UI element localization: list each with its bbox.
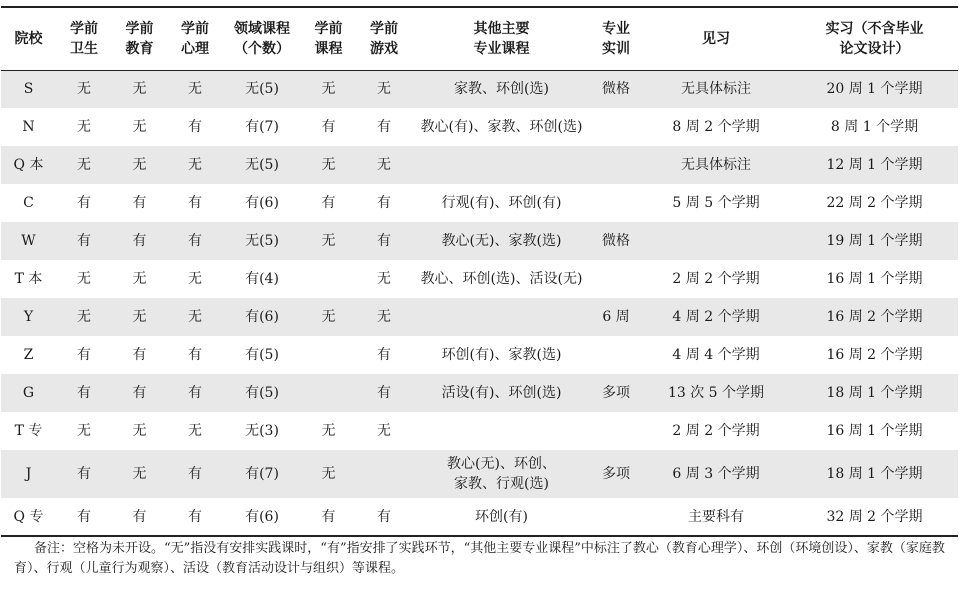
table-cell: 无 [377,271,391,287]
row-institution: Z [23,347,34,363]
table-cell: 有 [356,498,412,536]
table-cell: 无 [167,298,223,336]
table-cell: 16 周 2 个学期 [826,347,923,363]
table-cell: 微格 [591,222,641,260]
table-cell: 有 [56,374,112,412]
table-cell: 8 周 1 个学期 [830,119,919,135]
table-cell [412,336,591,374]
table-cell [591,498,641,536]
table-cell: 18 周 1 个学期 [791,450,958,498]
table-row [1,222,958,260]
table-cell: 6 周 3 个学期 [641,450,791,498]
table-cell: 无具体标注 [641,146,791,184]
column-header-line: 卫生 [70,40,98,57]
column-header-line: 实训 [602,40,630,57]
table-cell: 无 [301,450,356,498]
table-cell: 有 [132,347,147,363]
column-header [641,7,791,70]
table-cell [412,70,591,108]
table-cell [591,260,641,298]
table-cell: 18 周 1 个学期 [791,374,958,412]
table-cell: 有 [167,450,223,498]
table-cell: 无(5) [223,146,301,184]
table-cell: 有 [112,498,167,536]
table-cell: 无 [132,119,147,135]
column-header [412,7,591,70]
table-cell: 16 周 2 个学期 [791,298,958,336]
table-cell [591,146,641,184]
table-cell: 5 周 5 个学期 [672,195,760,211]
row-institution: Q 本 [1,146,56,184]
table-cell: 2 周 2 个学期 [672,423,760,439]
table-row [1,146,958,184]
table-cell: 无 [112,70,167,108]
column-header-line: 院校 [14,30,43,47]
table-cell: 无 [77,423,91,439]
column-header-line: 领域课程 [234,20,290,37]
table-cell: 无 [56,70,112,108]
table-cell: 无 [56,146,112,184]
table-cell: 无 [132,423,147,439]
row-institution: Y [1,298,56,336]
table-cell: 无 [112,298,167,336]
table-cell [412,450,591,498]
table-cell [412,222,591,260]
column-header-line: 课程 [314,40,343,57]
column-header [56,7,112,70]
table-row [1,70,958,108]
table-cell [412,108,591,146]
table-cell: 有 [188,195,202,211]
table-cell: 无(3) [245,423,279,439]
table-cell: 22 周 2 个学期 [826,195,923,211]
row-institution: S [1,70,56,108]
table-cell: 2 周 2 个学期 [672,271,760,287]
table-cell: 有(5) [223,374,301,412]
table-row [1,412,958,450]
column-header [1,7,56,70]
table-cell: 无 [167,70,223,108]
table-cell: 有(4) [245,271,279,287]
table-cell: 无 [321,423,336,439]
table-row [1,298,958,336]
column-header-line: 论文设计） [839,40,910,57]
column-header-line: 见习 [702,30,730,47]
table-cell: 有 [56,450,112,498]
table-cell: 有 [167,374,223,412]
table-cell: 有(7) [245,119,279,135]
column-header [791,7,958,70]
header-row [1,7,958,70]
table-cell: 无 [377,423,391,439]
table-cell: 4 周 2 个学期 [641,298,791,336]
table-cell: 无 [356,298,412,336]
cell-line: 家教、行观(选) [454,476,549,492]
column-header-line: 专业课程 [473,40,530,57]
table-cell: 无 [301,146,356,184]
table-cell: 无 [301,70,356,108]
table-cell [412,184,591,222]
table-cell [412,412,591,450]
table-row [1,260,958,298]
table-cell: 有 [77,347,91,363]
row-institution: Q 专 [1,498,56,536]
column-header [356,7,412,70]
table-row [1,374,958,412]
column-header-line: 心理 [181,40,209,57]
table-cell [412,260,591,298]
table-cell: 有 [167,222,223,260]
table-cell: 有 [188,347,202,363]
table-cell: 无具体标注 [641,70,791,108]
cell-line: 教心(无)、家教(选) [441,233,562,249]
table-footnote: 备注：空格为未开设。“无”指没有安排实践课时，“有”指安排了实践环节，“其他主要专业课程”中标注了教心（教育心理学）、环创（环境创设）、家教（家庭教育）、行观（儿童行为观察）、活设（教育活动设计与组织）等课程。 [14,541,945,576]
row-institution: T 本 [14,271,43,287]
table-cell: 无 [301,298,356,336]
table-cell: 有 [321,195,336,211]
table-cell [412,498,591,536]
table-cell: 无(5) [223,222,301,260]
table-cell: 有 [377,347,391,363]
table-cell: 16 周 1 个学期 [826,423,923,439]
table-cell [412,298,591,336]
row-institution: C [23,195,34,211]
row-institution: N [22,119,35,135]
column-header [167,7,223,70]
cell-line: 教心、环创(选)、活设(无) [420,271,583,287]
table-cell: 无 [77,119,91,135]
row-institution: T 专 [14,423,43,439]
column-header-line: （个数） [234,40,290,57]
table-cell: 无 [112,146,167,184]
column-header-line: 学前 [314,20,343,37]
table-cell: 6 周 [591,298,641,336]
table-cell: 有 [77,195,91,211]
table-cell: 有 [56,222,112,260]
row-institution: J [1,450,56,498]
column-header-line: 学前 [181,20,209,37]
table-cell: 无 [356,146,412,184]
table-cell: 微格 [591,70,641,108]
table-cell: 有(6) [245,195,279,211]
table-cell: 有 [377,195,391,211]
row-institution: W [1,222,56,260]
table-cell: 12 周 1 个学期 [791,146,958,184]
table-cell: 无 [356,70,412,108]
table-cell [591,184,641,222]
table-cell [591,108,641,146]
cell-line: 环创(有)、家教(选) [441,347,562,363]
table-cell: 无 [77,271,91,287]
table-row [1,450,958,498]
cell-line: 行观(有)、环创(有) [441,195,562,211]
table-cell [301,374,356,412]
cell-line: 环创(有) [475,508,528,525]
table-cell: 有(7) [223,450,301,498]
table-cell: 无 [301,222,356,260]
table-cell: 4 周 4 个学期 [672,347,760,363]
table-cell: 多项 [591,450,641,498]
table-cell: 有 [188,119,202,135]
column-header [223,7,301,70]
table-row [1,108,958,146]
table-cell: 有 [132,195,147,211]
table-cell: 有 [112,374,167,412]
table-cell [356,450,412,498]
table-cell: 20 周 1 个学期 [791,70,958,108]
column-header [591,7,641,70]
table-cell: 有(6) [223,498,301,536]
cell-line: 活设(有)、环创(选) [441,385,562,401]
table-cell [591,336,641,374]
table-cell: 有 [56,498,112,536]
column-header-line: 游戏 [370,40,398,57]
column-header-line: 学前 [125,20,154,37]
table-cell: 8 周 2 个学期 [672,119,760,135]
table-cell: 19 周 1 个学期 [791,222,958,260]
table-cell: 13 次 5 个学期 [641,374,791,412]
table-cell: 有 [321,119,336,135]
table-cell: 无 [188,423,202,439]
column-header-line: 实习（不含毕业 [825,20,924,37]
table-cell: 有 [356,374,412,412]
column-header-line: 学前 [370,20,398,37]
table-cell: 有(6) [223,298,301,336]
table-cell: 有 [301,498,356,536]
table-cell: 无(5) [223,70,301,108]
table-cell: 无 [167,146,223,184]
table-cell [641,222,791,260]
table-cell: 16 周 1 个学期 [826,271,923,287]
table-cell [412,374,591,412]
cell-line: 家教、环创(选) [454,81,549,98]
table-cell [301,336,356,374]
table-cell [412,146,591,184]
column-header-line: 学前 [70,20,98,37]
table-row [1,336,958,374]
table-cell: 有 [112,222,167,260]
table-row [1,184,958,222]
table-cell: 有 [377,119,391,135]
cell-line: 教心(无)、环创、 [447,456,556,472]
table-cell: 无 [112,450,167,498]
column-header-line: 教育 [125,40,154,57]
table-cell: 有(5) [245,347,279,363]
column-header-line: 专业 [602,20,630,37]
table-cell: 多项 [591,374,641,412]
row-institution: G [1,374,56,412]
column-header-line: 其他主要 [473,20,530,37]
table-cell: 无 [56,298,112,336]
curriculum-table [1,6,958,537]
column-header [301,7,356,70]
table-cell: 32 周 2 个学期 [791,498,958,536]
cell-line: 教心(有)、家教、环创(选) [420,119,583,135]
table-cell [591,412,641,450]
table-cell: 有 [356,222,412,260]
table-cell: 主要科有 [641,498,791,536]
table-row [1,498,958,536]
table-cell: 有 [167,498,223,536]
table-cell [301,260,356,298]
column-header [112,7,167,70]
table-cell: 无 [188,271,202,287]
table-cell: 无 [132,271,147,287]
